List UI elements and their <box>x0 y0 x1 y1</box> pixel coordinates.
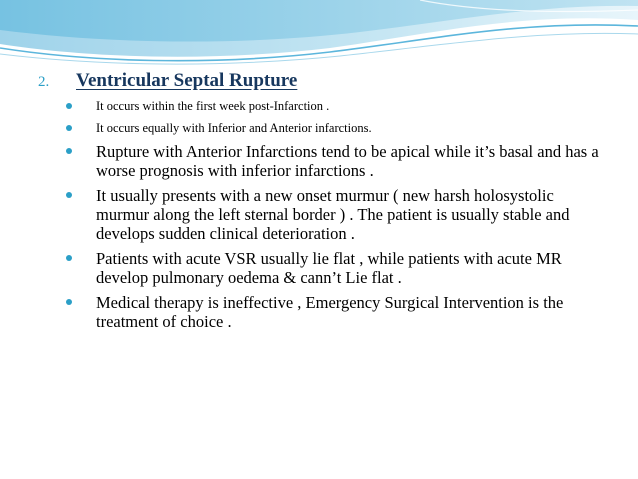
bullet-dot-icon <box>66 255 72 261</box>
bullet-dot-icon <box>66 192 72 198</box>
bullet-text: Rupture with Anterior Infarctions tend to be apical while it’s basal and has a worse prognosis with inferior infarctions . <box>96 142 599 180</box>
section-number: 2. <box>38 74 50 90</box>
bullet-text: Patients with acute VSR usually lie flat , while patients with acute MR develop pulmonary oedema & cann’t Lie flat . <box>96 249 562 287</box>
bullet-dot-icon <box>66 103 72 109</box>
bullet-dot-icon <box>66 148 72 154</box>
bullet-dot-icon <box>66 299 72 305</box>
bullet-text: It occurs within the first week post-Infarction . <box>96 99 330 113</box>
slide-title: Ventricular Septal Rupture <box>76 70 298 91</box>
bullet-item <box>66 98 606 114</box>
bullet-text: It occurs equally with Inferior and Anterior infarctions. <box>96 121 372 135</box>
bullet-item <box>66 293 606 331</box>
bullet-item <box>66 186 606 243</box>
slide-title-row <box>38 70 297 92</box>
bullet-dot-icon <box>66 125 72 131</box>
bullet-list <box>66 98 606 337</box>
header-wave-decoration <box>0 0 638 80</box>
bullet-text: It usually presents with a new onset murmur ( new harsh holosystolic murmur along the left sternal border ) . The patient is usually stable and develops sudden clinical deterioration . <box>96 186 570 243</box>
bullet-item <box>66 249 606 287</box>
bullet-text: Medical therapy is ineffective , Emergency Surgical Intervention is the treatment of choice . <box>96 293 564 331</box>
bullet-item <box>66 142 606 180</box>
bullet-item <box>66 120 606 136</box>
